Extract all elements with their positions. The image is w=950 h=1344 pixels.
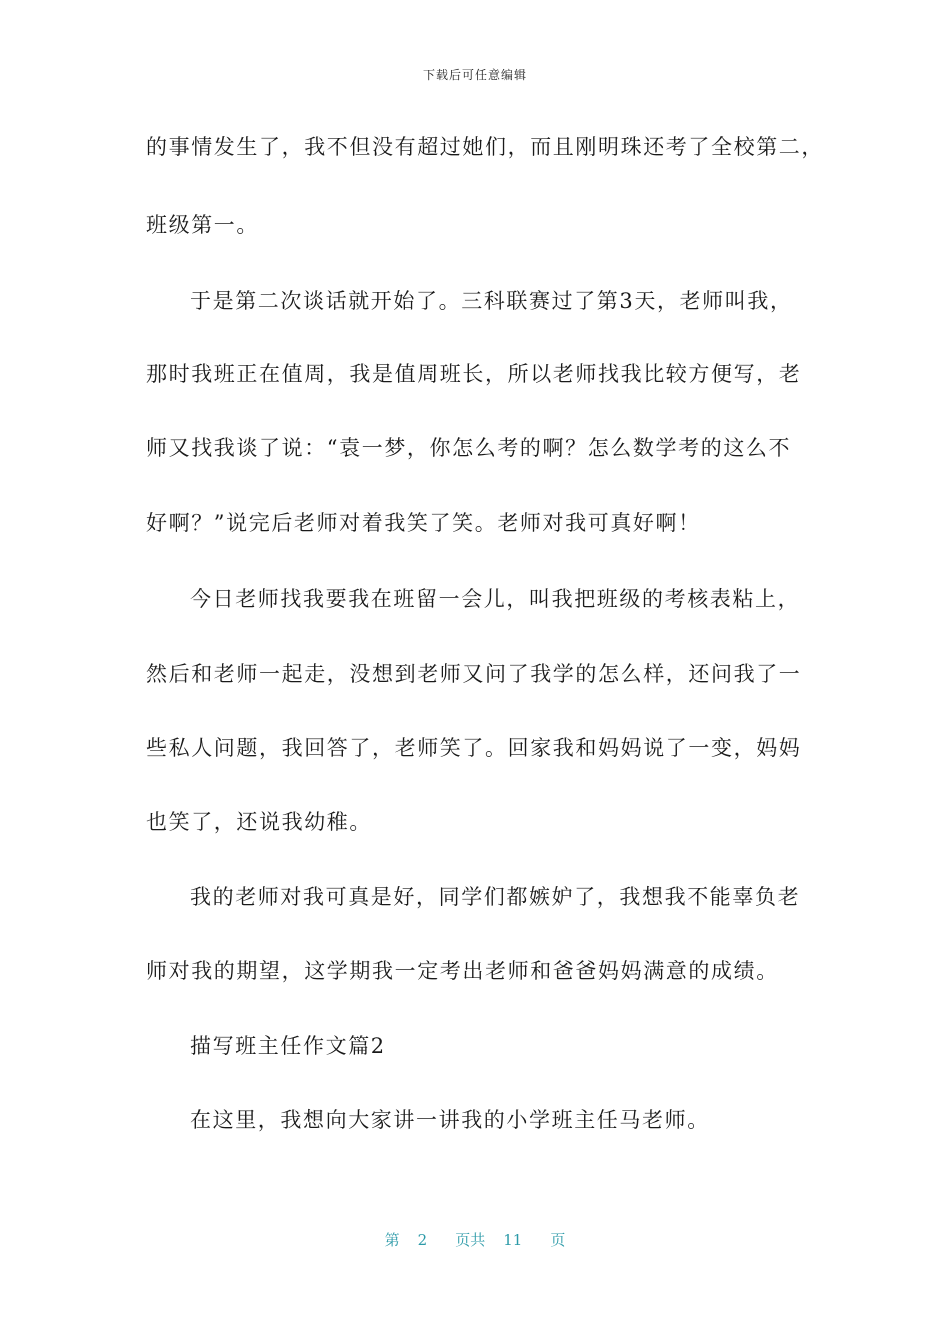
body-line: 也笑了，还说我幼稚。 (146, 810, 372, 834)
body-line: 然后和老师一起走，没想到老师又问了我学的怎么样，还问我了一 (146, 662, 802, 686)
footer-page-prefix: 第 (384, 1231, 400, 1249)
footer-page-number: 2 (417, 1231, 428, 1249)
page-footer (0, 1229, 950, 1250)
paragraph-first-line: 今日老师找我要我在班留一会儿，叫我把班级的考核表粘上， (190, 587, 801, 611)
footer-page-middle: 页共 (455, 1231, 486, 1249)
paragraph-first-line: 在这里，我想向大家讲一讲我的小学班主任马老师。 (190, 1108, 710, 1132)
footer-page-suffix: 页 (550, 1231, 566, 1249)
body-line: 师又找我谈了说：“袁一梦，你怎么考的啊？怎么数学考的这么不 (146, 436, 792, 460)
body-line: 的事情发生了，我不但没有超过她们，而且刚明珠还考了全校第二， (146, 135, 824, 159)
section-heading: 描写班主任作文篇2 (190, 1034, 386, 1058)
paragraph-first-line: 我的老师对我可真是好，同学们都嫉妒了，我想我不能辜负老 (190, 885, 801, 909)
paragraph-first-line: 于是第二次谈话就开始了。三科联赛过了第3天，老师叫我， (190, 289, 793, 313)
body-line: 好啊？”说完后老师对着我笑了笑。老师对我可真好啊！ (146, 511, 701, 535)
page-header-note: 下载后可任意编辑 (422, 68, 527, 82)
body-line: 那时我班正在值周，我是值周班长，所以老师找我比较方便写，老 (146, 362, 802, 386)
body-line: 师对我的期望，这学期我一定考出老师和爸爸妈妈满意的成绩。 (146, 959, 779, 983)
body-line: 班级第一。 (146, 213, 259, 237)
body-line: 些私人问题，我回答了，老师笑了。回家我和妈妈说了一变，妈妈 (146, 736, 802, 760)
footer-total-pages: 11 (503, 1231, 523, 1249)
